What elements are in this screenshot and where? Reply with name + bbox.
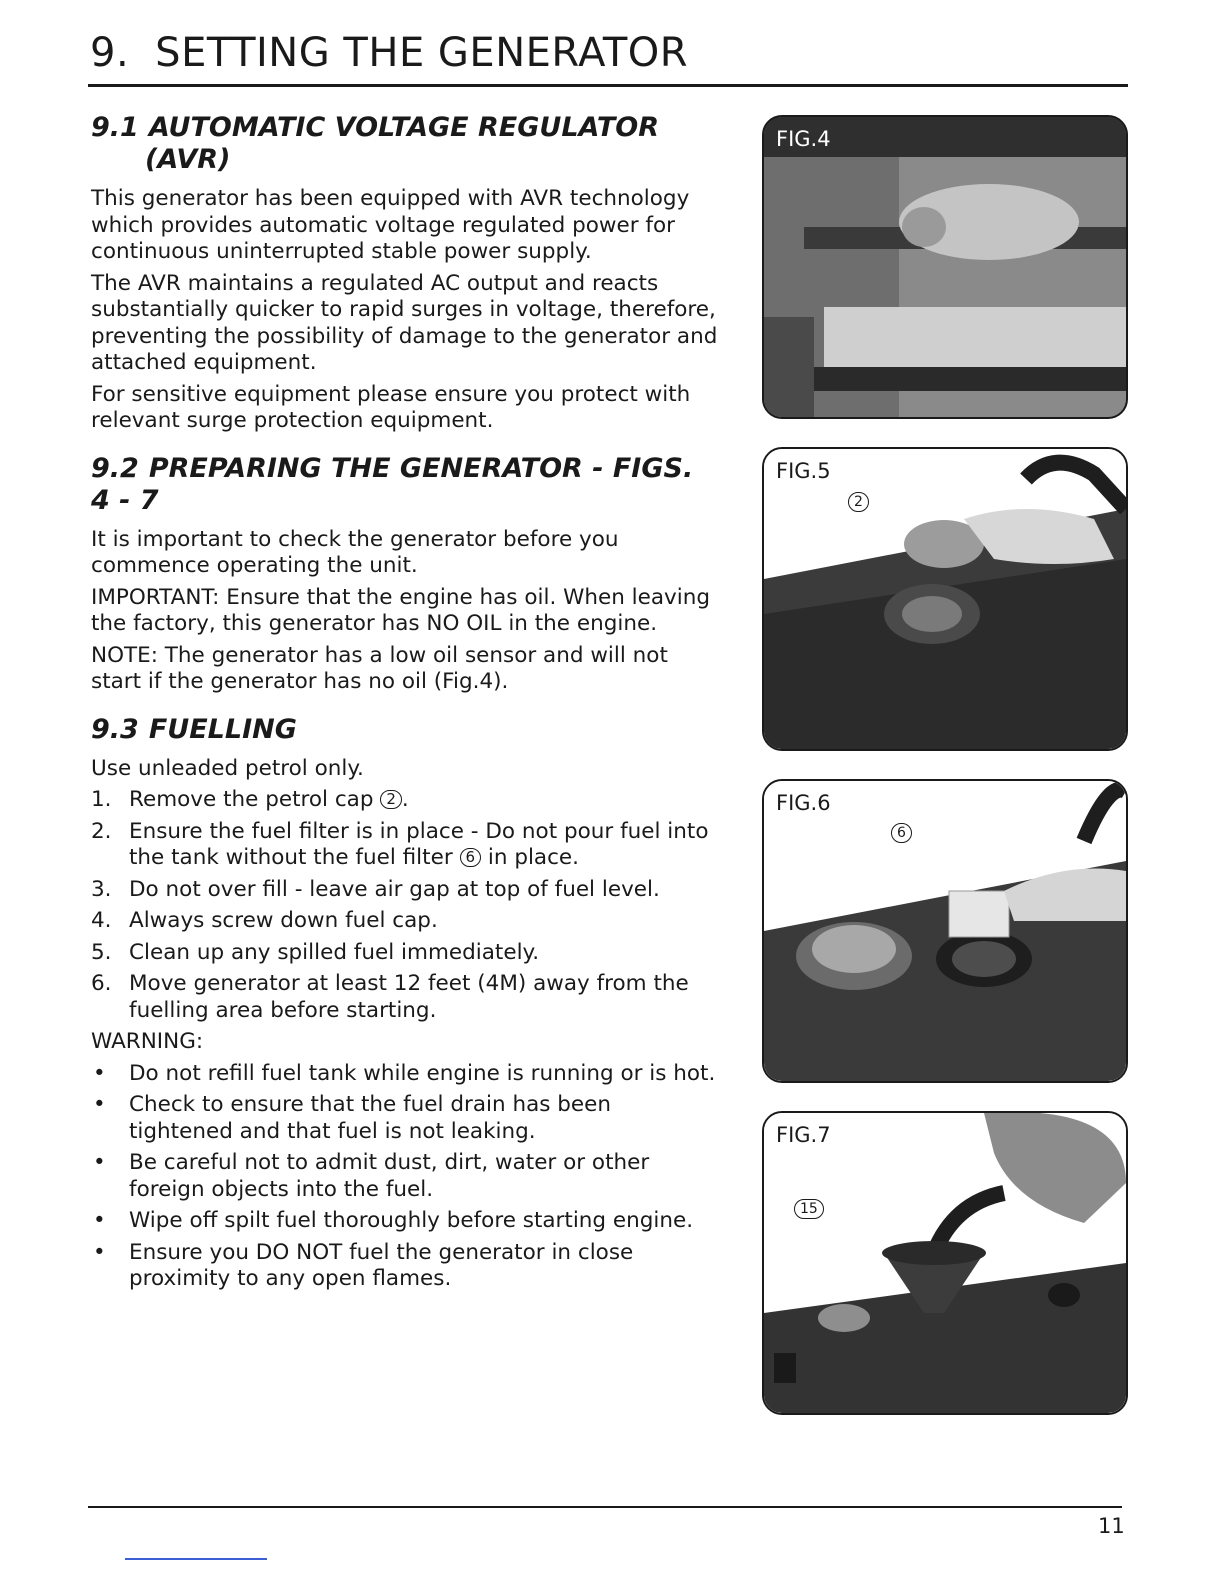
callout-ref: 2: [380, 790, 402, 809]
callout-badge: 15: [794, 1199, 824, 1219]
bullet-icon: •: [93, 1060, 106, 1086]
list-item: • Wipe off spilt fuel thoroughly before starting engine.: [93, 1208, 694, 1233]
list-item: • Do not refill fuel tank while engine is running or is hot.: [93, 1060, 716, 1086]
bullet-icon: •: [93, 1239, 106, 1265]
heading-avr-line2: (AVR): [145, 144, 231, 175]
avr-paragraph: The AVR maintains a regulated AC output and reacts substantially quicker to rapid surges in voltage, therefore, preventing the possibility of damage to the generator and attached equipment.: [91, 270, 718, 375]
bullet-icon: •: [93, 1208, 106, 1233]
bullet-icon: •: [93, 1092, 106, 1117]
callout-ref: 6: [460, 848, 482, 867]
list-item: 6. Move generator at least 12 feet (4M) away from the fuelling area before starting.: [91, 971, 689, 1023]
figure-label: FIG.7: [776, 1123, 831, 1147]
list-item: 3. Do not over fill - leave air gap at top of fuel level.: [91, 876, 660, 902]
preparing-paragraph: NOTE: The generator has a low oil sensor and will not start if the generator has no oil (Fig.4).: [91, 642, 668, 694]
preparing-paragraph: It is important to check the generator before you commence operating the unit.: [91, 526, 619, 578]
figure-5-photo: [764, 449, 1126, 749]
heading-fuelling: 9.3 FUELLING: [91, 713, 297, 745]
section-number: 9.: [90, 30, 130, 76]
list-item: • Check to ensure that the fuel drain has been tightened and that fuel is not leaking.: [93, 1092, 612, 1144]
warning-list: [91, 1061, 721, 1293]
heading-avr: 9.1 AUTOMATIC VOLTAGE REGULATOR: [91, 112, 660, 143]
preparing-paragraph: IMPORTANT: Ensure that the engine has oil. When leaving the factory, this generator has NO OIL in the engine.: [91, 584, 711, 636]
figure-label: FIG.4: [776, 127, 831, 151]
figure-7-photo: [764, 1113, 1126, 1413]
figure-6-photo: [764, 781, 1126, 1081]
figure-4: [762, 115, 1128, 419]
title-divider: [88, 84, 1128, 87]
avr-paragraph: For sensitive equipment please ensure you protect with relevant surge protection equipment.: [91, 381, 691, 433]
warning-label: WARNING:: [91, 1029, 204, 1054]
figure-label: FIG.5: [776, 459, 831, 483]
text-column: [91, 112, 721, 1298]
figure-label: FIG.6: [776, 791, 831, 815]
figure-7: [762, 1111, 1128, 1415]
list-item: • Be careful not to admit dust, dirt, water or other foreign objects into the fuel.: [93, 1150, 650, 1202]
avr-paragraph: This generator has been equipped with AVR technology which provides automatic voltage regulated power for continuous uninterrupted stable power supply.: [91, 186, 690, 264]
page-title: [90, 30, 688, 76]
list-item: 2. Ensure the fuel filter is in place - Do not pour fuel into the tank without the fuel filter 6 in place.: [91, 818, 709, 870]
fuelling-intro: Use unleaded petrol only.: [91, 755, 364, 781]
page-number: 11: [1098, 1514, 1125, 1538]
fuelling-steps: [91, 787, 721, 1024]
figure-5: [762, 447, 1128, 751]
figure-6: [762, 779, 1128, 1083]
list-item: 1. Remove the petrol cap 2 .: [91, 787, 409, 812]
callout-badge: 6: [891, 823, 912, 843]
blue-divider: [125, 1558, 267, 1560]
heading-preparing: 9.2 PREPARING THE GENERATOR - FIGS. 4 - 7: [91, 452, 694, 516]
bullet-icon: •: [93, 1150, 106, 1175]
section-title: SETTING THE GENERATOR: [155, 30, 689, 76]
list-item: • Ensure you DO NOT fuel the generator in close proximity to any open flames.: [93, 1239, 634, 1291]
figure-4-photo: [764, 117, 1126, 417]
footer-divider: [88, 1506, 1122, 1508]
list-item: 5. Clean up any spilled fuel immediately.: [91, 939, 540, 965]
list-item: 4. Always screw down fuel cap.: [91, 908, 438, 933]
callout-badge: 2: [848, 492, 869, 512]
